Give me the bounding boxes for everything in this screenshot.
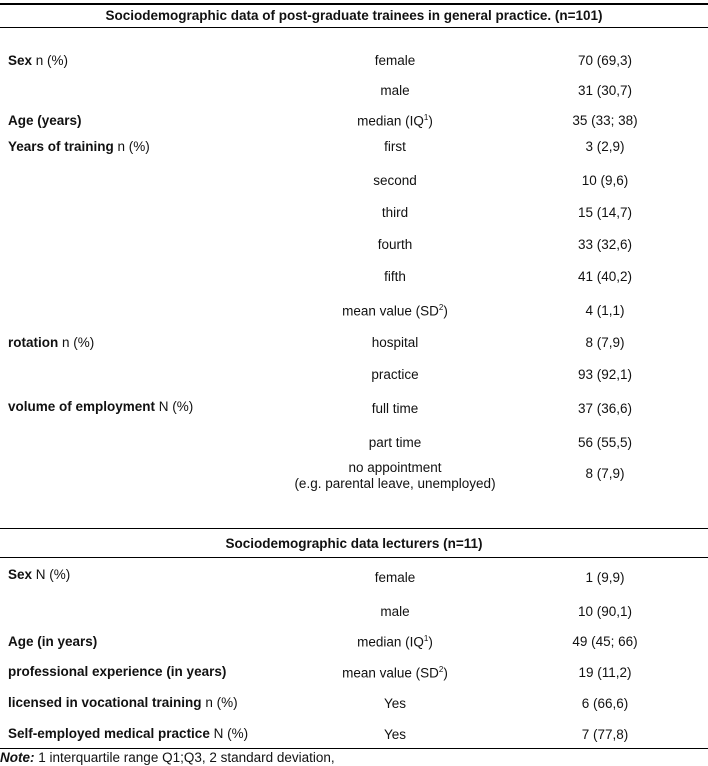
row-value: 7 (77,8)	[581, 727, 629, 742]
row-value: 8 (7,9)	[585, 335, 625, 350]
table-row	[0, 113, 708, 133]
table-note	[0, 750, 335, 765]
category-text: fifth	[384, 269, 406, 284]
row-category	[240, 634, 550, 650]
table-row	[0, 567, 708, 590]
row-category	[240, 269, 550, 284]
table-row	[0, 460, 708, 491]
row-category	[240, 460, 550, 492]
row-category	[240, 173, 550, 188]
row-category	[240, 335, 550, 350]
table-row	[0, 435, 708, 455]
row-value: 19 (11,2)	[578, 665, 632, 680]
category-close: )	[443, 303, 448, 319]
row-category	[240, 139, 550, 154]
row-value: 31 (30,7)	[577, 83, 633, 98]
row-value: 49 (45; 66)	[572, 634, 638, 649]
category-text: male	[380, 83, 410, 98]
section2-title: Sociodemographic data lecturers (n=11)	[225, 536, 483, 551]
section2-title-rule	[0, 557, 708, 558]
table-row	[0, 303, 708, 323]
row-label-cell	[8, 139, 150, 154]
table-row	[0, 173, 708, 193]
footnote-marker: 2	[438, 665, 444, 674]
row-label: volume of employment	[8, 399, 156, 414]
category-text: second	[373, 173, 417, 188]
category-text: median (IQ	[357, 634, 424, 650]
row-label: Years of training	[8, 139, 114, 154]
table-row	[0, 205, 708, 225]
table-row	[0, 604, 708, 624]
row-value: 10 (90,1)	[577, 604, 633, 619]
row-unit: n (%)	[62, 335, 95, 350]
table-row	[0, 53, 708, 73]
table-row	[0, 335, 708, 355]
row-category	[240, 665, 550, 681]
table-row	[0, 401, 708, 421]
category-text: practice	[371, 367, 419, 382]
row-value: 8 (7,9)	[585, 466, 625, 481]
category-text: no appointment	[348, 460, 442, 475]
row-value: 15 (14,7)	[577, 205, 633, 220]
category-text: Yes	[383, 696, 407, 711]
category-subtext: (e.g. parental leave, unemployed)	[294, 476, 496, 491]
table-row	[0, 237, 708, 257]
row-value: 4 (1,1)	[585, 303, 625, 318]
top-rule	[0, 3, 708, 5]
row-label: Age (in years)	[8, 634, 98, 649]
row-value: 93 (92,1)	[577, 367, 633, 382]
row-label-cell	[8, 664, 226, 679]
category-text: male	[380, 604, 410, 619]
category-text: Yes	[383, 727, 407, 742]
row-label: Sex	[8, 567, 33, 582]
row-value: 10 (9,6)	[581, 173, 629, 188]
footnote-marker: 1	[423, 634, 429, 643]
row-category	[240, 604, 550, 619]
category-text: median (IQ	[357, 113, 424, 129]
row-label: rotation	[8, 335, 59, 350]
note-text: 1 interquartile range Q1;Q3, 2 standard deviation,	[34, 750, 335, 765]
footnote-marker: 1	[423, 113, 429, 122]
table-row	[0, 269, 708, 289]
table-row	[0, 665, 708, 685]
row-category	[240, 303, 550, 319]
row-category	[240, 205, 550, 220]
row-unit: N (%)	[213, 726, 249, 741]
row-value: 33 (32,6)	[577, 237, 633, 252]
note-label: Note:	[0, 750, 35, 765]
row-label-cell	[8, 695, 238, 710]
row-unit: n (%)	[117, 139, 150, 154]
row-label: licensed in vocational training	[8, 695, 202, 710]
category-close: )	[428, 113, 433, 129]
row-value: 35 (33; 38)	[572, 113, 638, 128]
category-close: )	[443, 665, 448, 681]
row-label: Sex	[8, 53, 33, 68]
row-label-cell	[8, 399, 193, 414]
table-row	[0, 139, 708, 159]
row-label: Self-employed medical practice	[8, 726, 210, 741]
category-text: full time	[371, 401, 419, 416]
row-unit: N (%)	[35, 567, 71, 582]
category-text: third	[381, 205, 409, 220]
row-value: 70 (69,3)	[577, 53, 633, 68]
section1-title-rule	[0, 27, 708, 28]
row-value: 1 (9,9)	[585, 570, 625, 585]
category-text: female	[374, 53, 416, 68]
bottom-rule	[0, 748, 708, 749]
row-category	[240, 367, 550, 382]
row-unit: n (%)	[35, 53, 69, 68]
category-text: hospital	[371, 335, 419, 350]
footnote-marker: 2	[438, 303, 444, 312]
row-value: 6 (66,6)	[581, 696, 629, 711]
table-row	[0, 634, 708, 654]
row-label-cell	[8, 335, 94, 350]
row-category	[240, 435, 550, 450]
row-category	[240, 727, 550, 742]
category-text: mean value (SD	[342, 303, 439, 319]
row-label-cell	[8, 634, 97, 649]
section-divider-rule	[0, 528, 708, 529]
row-category	[240, 83, 550, 98]
row-label-cell	[8, 53, 68, 68]
table-row	[0, 367, 708, 387]
row-label-cell	[8, 567, 70, 582]
row-label: Age (years)	[8, 113, 82, 128]
table-row	[0, 727, 708, 747]
category-text: first	[384, 139, 406, 154]
category-text: fourth	[377, 237, 413, 252]
row-unit: N (%)	[158, 399, 194, 414]
row-category	[240, 113, 550, 129]
row-category	[240, 53, 550, 68]
category-close: )	[428, 634, 433, 650]
table-row	[0, 696, 708, 716]
category-text: mean value (SD	[342, 665, 439, 681]
section1-title: Sociodemographic data of post-graduate trainees in general practice. (n=101)	[105, 8, 603, 23]
category-text: part time	[368, 435, 422, 450]
row-category	[240, 696, 550, 711]
row-category	[240, 401, 550, 416]
row-value: 3 (2,9)	[585, 139, 625, 154]
row-value: 41 (40,2)	[577, 269, 633, 284]
row-label-cell	[8, 113, 82, 128]
row-category	[240, 570, 550, 585]
row-label-cell	[8, 726, 248, 741]
table-row	[0, 83, 708, 103]
row-value: 37 (36,6)	[577, 401, 633, 416]
row-value: 56 (55,5)	[577, 435, 633, 450]
row-category	[240, 237, 550, 252]
row-unit: n (%)	[205, 695, 238, 710]
category-text: female	[374, 570, 416, 585]
row-label: professional experience (in years)	[8, 664, 227, 679]
